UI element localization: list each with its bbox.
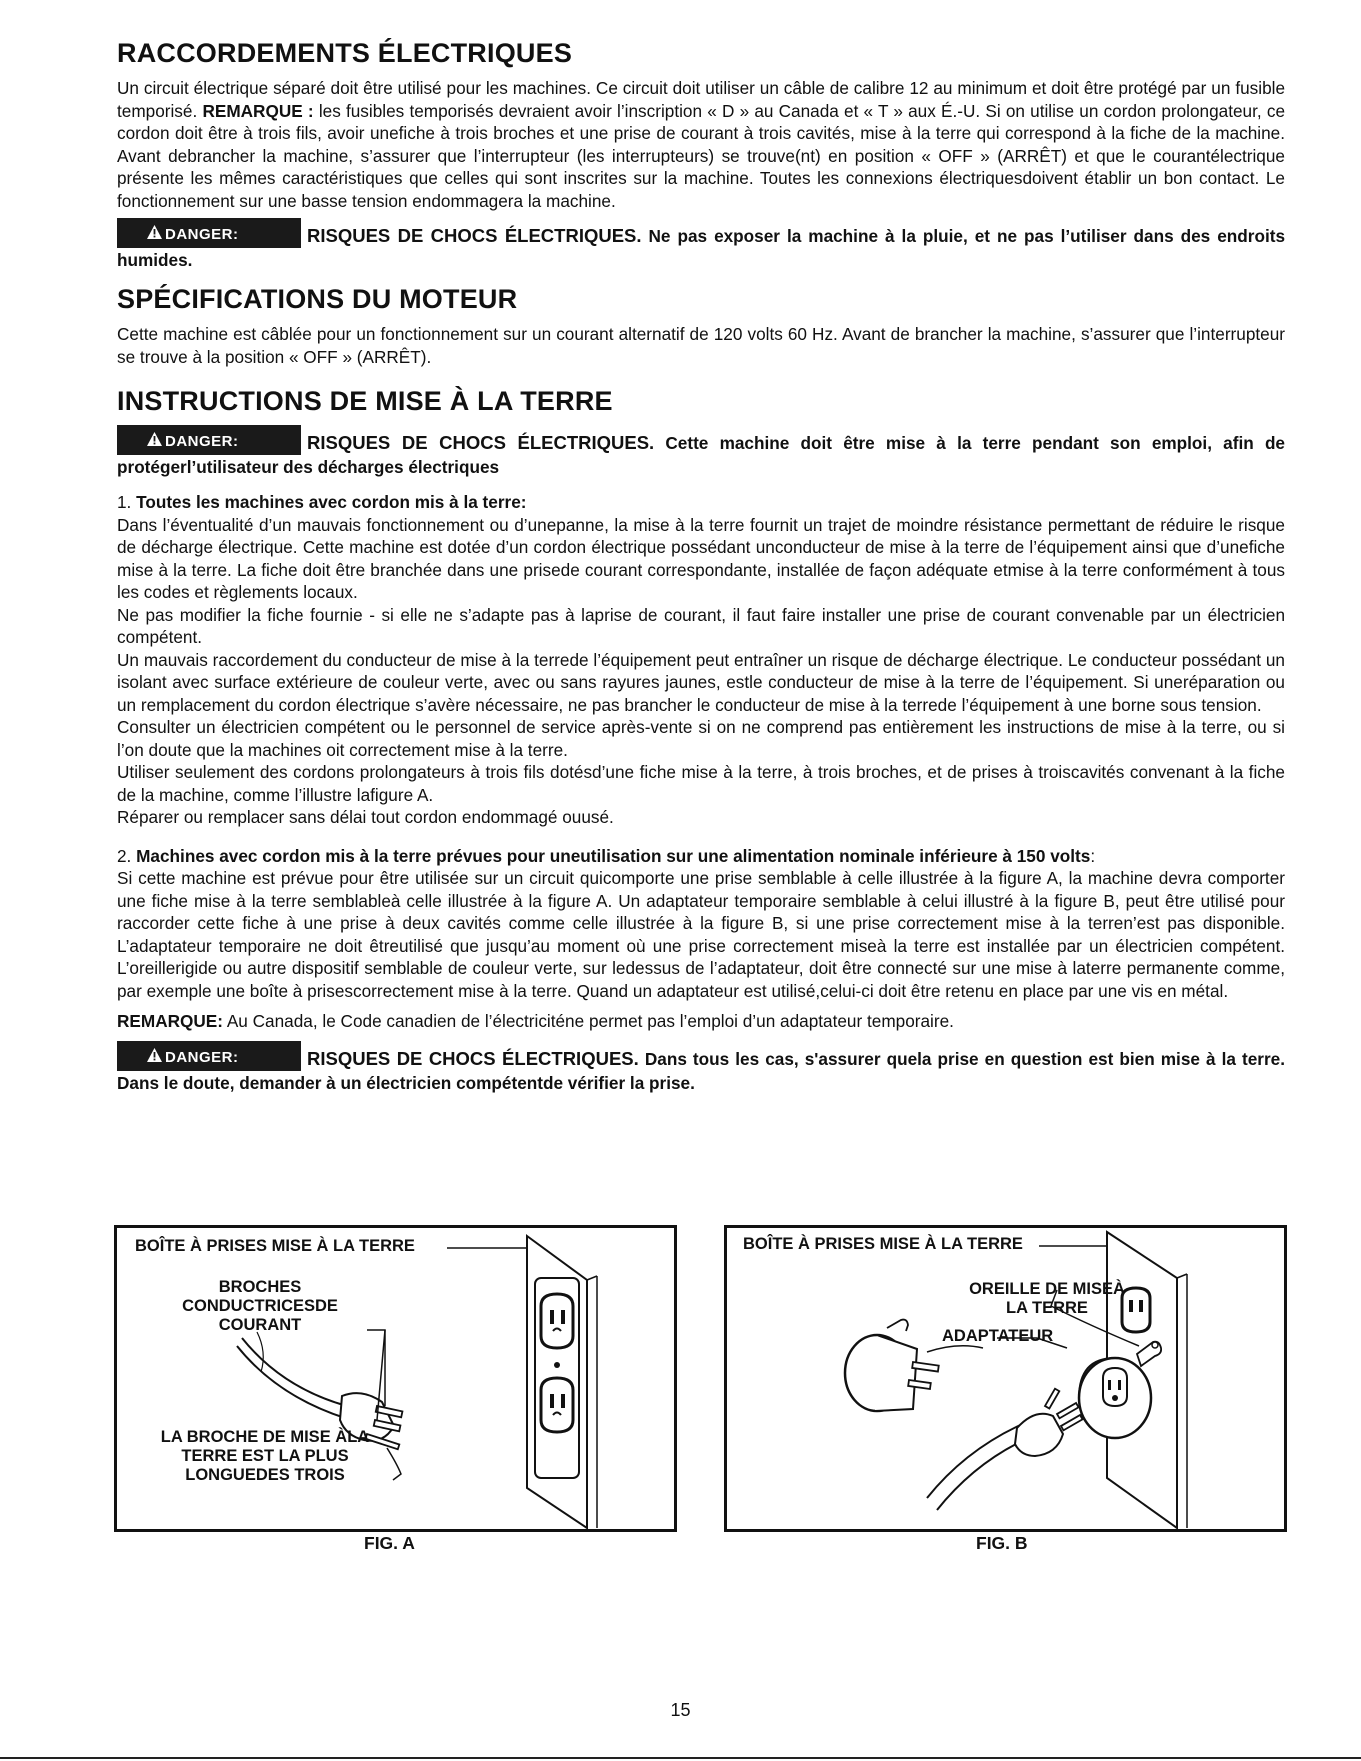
label-current-prongs: BROCHES CONDUCTRICESDE COURANT [182,1278,338,1334]
figure-b [724,1225,1287,1532]
warning-triangle-icon [147,1048,162,1062]
figures [114,1225,1289,1553]
danger-notice: DANGER: RISQUES DE CHOCS ÉLECTRIQUES. Ne pas exposer la machine à la pluie, et ne pas l’utiliser dans des endroits humides. [117,218,1285,272]
section-title: SPÉCIFICATIONS DU MOTEUR [117,284,518,314]
section-moteur [117,284,1285,368]
label-grounded-box: BOÎTE À PRISES MISE À LA TERRE [743,1235,1023,1253]
figure-b-caption: FIG. B [976,1533,1028,1553]
label-ground-prong: LA BROCHE DE MISE ÀLA TERRE EST LA PLUS LONGUEDES TROIS [160,1428,370,1484]
remark-paragraph: REMARQUE: Au Canada, le Code canadien de l’électriciténe permet pas l’emploi d’un adaptateur temporaire. [117,1011,954,1031]
warning-triangle-icon [147,432,162,446]
page-content [117,38,1285,1109]
danger-badge: DANGER: [117,425,301,455]
label-grounding-ear: OREILLE DE MISEÀ LA TERRE [969,1280,1125,1317]
paragraph: Dans l’éventualité d’un mauvais fonctionnement ou d’unepanne, la mise à la terre fournit un trajet de moindre résistance permettant de réduire le risque de décharge électrique. Cette machine est dotée d’un cordon électrique possédant unconducteur de mise à la terre de l’équipement ainsi que d’unefiche mise à la terre. La fiche doit être branchée dans une prisede courant correspondante, installée de façon adéquate etmise à la terre conformément à tous les codes et règlements locaux. [117,514,1285,602]
danger-notice: DANGER: RISQUES DE CHOCS ÉLECTRIQUES. Cette machine doit être mise à la terre pendant son emploi, afin de protégerl’utilisateur des décharges électriques [117,425,1285,479]
label-grounded-box: BOÎTE À PRISES MISE À LA TERRE [135,1237,415,1255]
paragraph: Consulter un électricien compétent ou le personnel de service après-vente si on ne comprend pas entièrement les instructions de mise à la terre, ou si l’on doute que la machines oit correctement mise à la terre. [117,717,1285,760]
warning-triangle-icon [147,225,162,239]
adapter-outlet-illustration [727,1228,1284,1529]
figure-a-caption: FIG. A [364,1533,415,1553]
section-terre [117,386,1285,1095]
section-raccordements [117,38,1285,272]
danger-notice: DANGER: RISQUES DE CHOCS ÉLECTRIQUES. Dans tous les cas, s'assurer quela prise en question est bien mise à la terre. Dans le doute, demander à un électricien compétentde vérifier la prise. [117,1041,1285,1095]
bottom-rule [0,1757,1361,1759]
label-adapter: ADAPTATEUR [942,1327,1054,1345]
paragraph: Un circuit électrique séparé doit être utilisé pour les machines. Ce circuit doit utiliser un câble de calibre 12 au minimum et doit être protégé par un fusible temporisé. REMARQUE : les fusibles temporisés devraient avoir l’inscription « D » au Canada et « T » aux É.-U. Si on utilise un cordon prolongateur, ce cordon doit être à trois fils, avoir unefiche à trois broches et une prise de courant à trois cavités, mise à la terre qui correspond à la fiche de la machine. Avant debrancher la machine, s’assurer que l’interrupteur (les interrupteurs) se trouve(nt) en position « OFF » (ARRÊT) et que le courantélectrique présente les mêmes caractéristiques que celles qui sont inscrites sur la machine. Toutes les connexions électriquesdoivent établir un bon contact. Le fonctionnement sur une basse tension endommagera la machine. [117,78,1286,211]
paragraph: Si cette machine est prévue pour être utilisée sur un circuit quicomporte une prise semblable à celle illustrée à la figure A, la machine devra comporter une fiche mise à la terre semblableà celle illustrée à la figure A. Un adaptateur temporaire semblable à celui illustré à la figure B, peut être utilisé pour raccorder cette fiche à une prise à deux cavités comme celle illustrée à la figure B, si une prise correctement mise à la terren’est pas disponible. L’adaptateur temporaire ne doit êtreutilisé que jusqu’au moment où une prise correctement miseà la terre est installée par un électricien compétent. L’oreillerigide ou autre dispositif semblable de couleur verte, sur ledessus de l’adaptateur, doit être connecté sur une mise à laterre permanente comme, par exemple une boîte à prisescorrectement mise à la terre. Quand un adaptateur est utilisé,celui-ci doit être retenu en place par une vis en métal. [117,868,1285,1001]
danger-badge: DANGER: [117,1041,301,1071]
paragraph: Réparer ou remplacer sans délai tout cordon endommagé ouusé. [117,807,614,827]
list-item-heading: 1. Toutes les machines avec cordon mis à la terre: [117,492,527,512]
remark-label: REMARQUE : [202,100,314,121]
paragraph: Ne pas modifier la fiche fournie - si elle ne s’adapte pas à laprise de courant, il faut faire installer une prise de courant convenable par un électricien compétent. [117,604,1285,647]
paragraph: Utiliser seulement des cordons prolongateurs à trois fils dotésd’une fiche mise à la terre, à trois broches, et de prises à troiscavités convenant à la fiche de la machine, comme l’illustre lafigure A. [117,762,1285,805]
page-number: 15 [670,1700,691,1720]
paragraph: Un mauvais raccordement du conducteur de mise à la terrede l’équipement peut entraîner un risque de décharge électrique. Le conducteur possédant un isolant avec surface extérieure de couleur verte, avec ou sans rayures jaunes, estle conducteur de mise à la terre de l’équipement. Si uneréparation ou un remplacement du cordon électrique s’avère nécessaire, ne pas brancher le conducteur de mise à la terrede l’équipement à une borne sous tension. [117,649,1285,715]
paragraph: Cette machine est câblée pour un fonctionnement sur un courant alternatif de 120 volts 60 Hz. Avant de brancher la machine, s’assurer que l’interrupteur se trouve à la position « OFF » (ARRÊT). [117,324,1285,367]
section-title: INSTRUCTIONS DE MISE À LA TERRE [117,386,613,416]
danger-badge: DANGER: [117,218,301,248]
figure-a [114,1225,677,1532]
list-item-heading: 2. Machines avec cordon mis à la terre prévues pour uneutilisation sur une alimentation nominale inférieure à 150 volts: [117,845,1096,866]
section-title: RACCORDEMENTS ÉLECTRIQUES [117,38,573,68]
